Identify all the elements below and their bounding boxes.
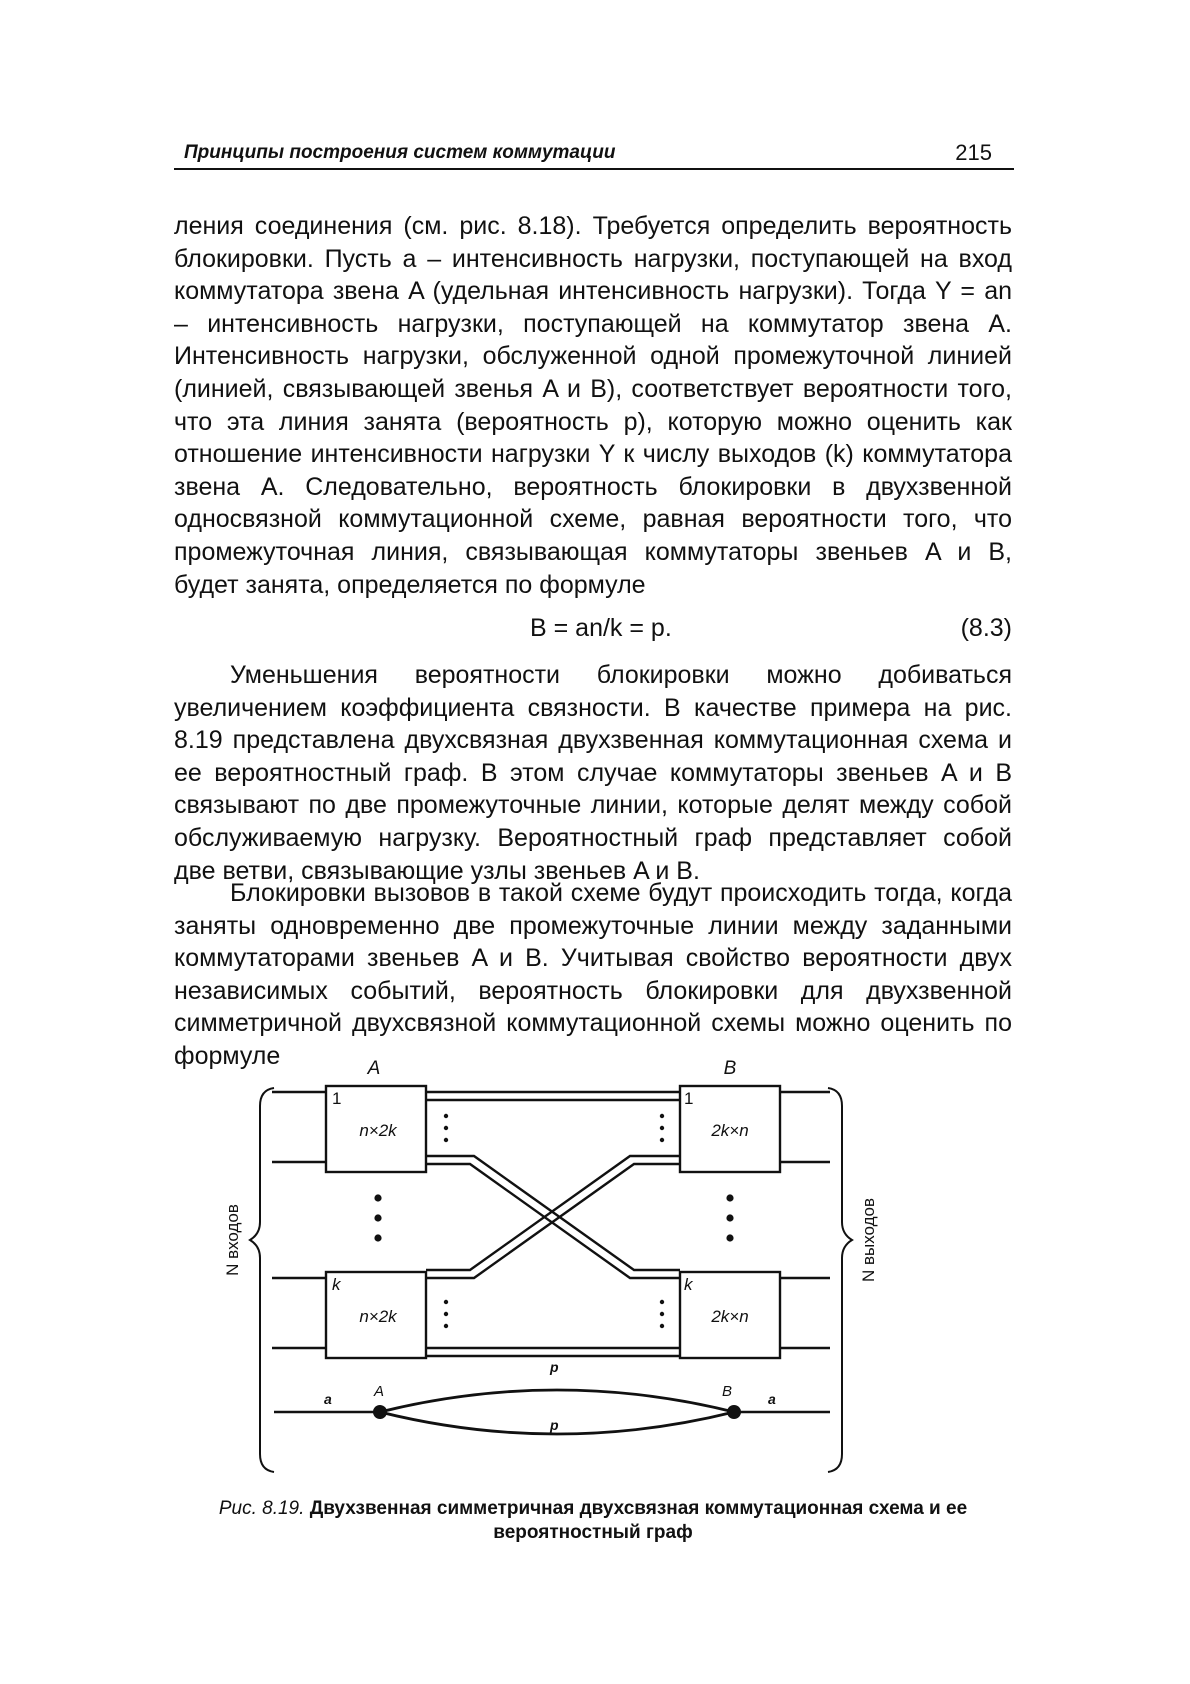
figure-8-19 bbox=[174, 1050, 1014, 1480]
intermediate-links-crossed bbox=[426, 1156, 680, 1278]
graph-upper-branch-label: p bbox=[550, 1359, 559, 1375]
switching-scheme-diagram bbox=[174, 1050, 1014, 1480]
formula-expression: B = an/k = p. bbox=[530, 614, 672, 642]
graph-output-label: a bbox=[768, 1391, 776, 1407]
graph-node-a-label: A bbox=[374, 1383, 385, 1400]
graph-node-b-label: B bbox=[722, 1383, 733, 1400]
inputs-label: N входов bbox=[223, 1204, 242, 1276]
stage-b-label: B bbox=[723, 1058, 737, 1079]
switch-b1-index: 1 bbox=[684, 1089, 694, 1108]
formula-8-3 bbox=[174, 614, 1012, 648]
graph-input-label: a bbox=[324, 1391, 332, 1407]
switch-ellipsis bbox=[374, 1194, 733, 1241]
outputs-brace bbox=[828, 1088, 852, 1472]
probability-graph bbox=[274, 1359, 830, 1434]
figure-caption-text: Двухзвенная симметричная двухсвязная коммутационная схема и ее вероятностный граф bbox=[309, 1498, 968, 1543]
switch-b1-size: 2k×n bbox=[711, 1121, 749, 1140]
running-head-title: Принципы построения систем коммутации bbox=[184, 142, 616, 163]
switch-a1-index: 1 bbox=[332, 1089, 342, 1108]
figure-caption-number: Рис. 8.19. bbox=[218, 1498, 305, 1519]
outputs-label: N выходов bbox=[859, 1197, 878, 1283]
paragraph-3: Блокировки вызовов в такой схеме будут происходить тогда, когда заняты одновременно две промежуточные линии между заданными коммутаторами звеньев A и B. Учитывая свойство вероятности двух независимых событий, вероятность блокировки для двухзвенной симметричной двухсвязной коммутационной схемы можно оценить по формуле bbox=[174, 879, 1012, 1070]
running-head bbox=[174, 142, 1014, 170]
formula-number: (8.3) bbox=[960, 614, 1012, 642]
switch-a1-size: n×2k bbox=[359, 1121, 397, 1140]
figure-caption bbox=[174, 1497, 1012, 1545]
stage-a-label: A bbox=[367, 1058, 381, 1079]
switch-bk-index: k bbox=[684, 1275, 693, 1294]
graph-node-a bbox=[373, 1405, 387, 1419]
graph-lower-branch-label: p bbox=[550, 1417, 559, 1433]
paragraph-1: ления соединения (см. рис. 8.18). Требуется определить вероятность блокировки. Пусть a – интенсивность нагрузки, поступающей на вход коммутатора звена A (удельная интенсивность нагрузки). Тогда Y = an – интенсивность нагрузки, поступающей на коммутатор звена A. Интенсивность нагрузки, обслуженной одной промежуточной линией (линией, связывающей звенья A и B), соответствует вероятности того, что эта линия занята (вероятность p), которую можно оценить как отношение интенсивности нагрузки Y к числу выходов (k) коммутатора звена A. Следовательно, вероятность блокировки в двухзвенной односвязной коммутационной схеме, равная вероятности того, что промежуточная линия, связывающая коммутаторы звеньев A и B, будет занята, определяется по формуле bbox=[174, 212, 1012, 599]
switch-ak-index: k bbox=[332, 1275, 341, 1294]
output-lines bbox=[780, 1092, 830, 1348]
switch-ak-size: n×2k bbox=[359, 1307, 397, 1326]
input-lines bbox=[272, 1092, 326, 1348]
graph-node-b bbox=[727, 1405, 741, 1419]
switch-bk-size: 2k×n bbox=[711, 1307, 749, 1326]
page-number: 215 bbox=[955, 140, 992, 165]
graph-upper-branch bbox=[380, 1390, 734, 1412]
inputs-brace bbox=[250, 1088, 274, 1472]
paragraph-2: Уменьшения вероятности блокировки можно добиваться увеличением коэффициента связности. В качестве примера на рис. 8.19 представлена двухсвязная двухзвенная коммутационная схема и ее вероятностный граф. В этом случае коммутаторы звеньев A и B связывают по две промежуточные линии, которые делят между собой обслуживаемую нагрузку. Вероятностный граф представляет собой две ветви, связывающие узлы звеньев A и B. bbox=[174, 661, 1012, 885]
